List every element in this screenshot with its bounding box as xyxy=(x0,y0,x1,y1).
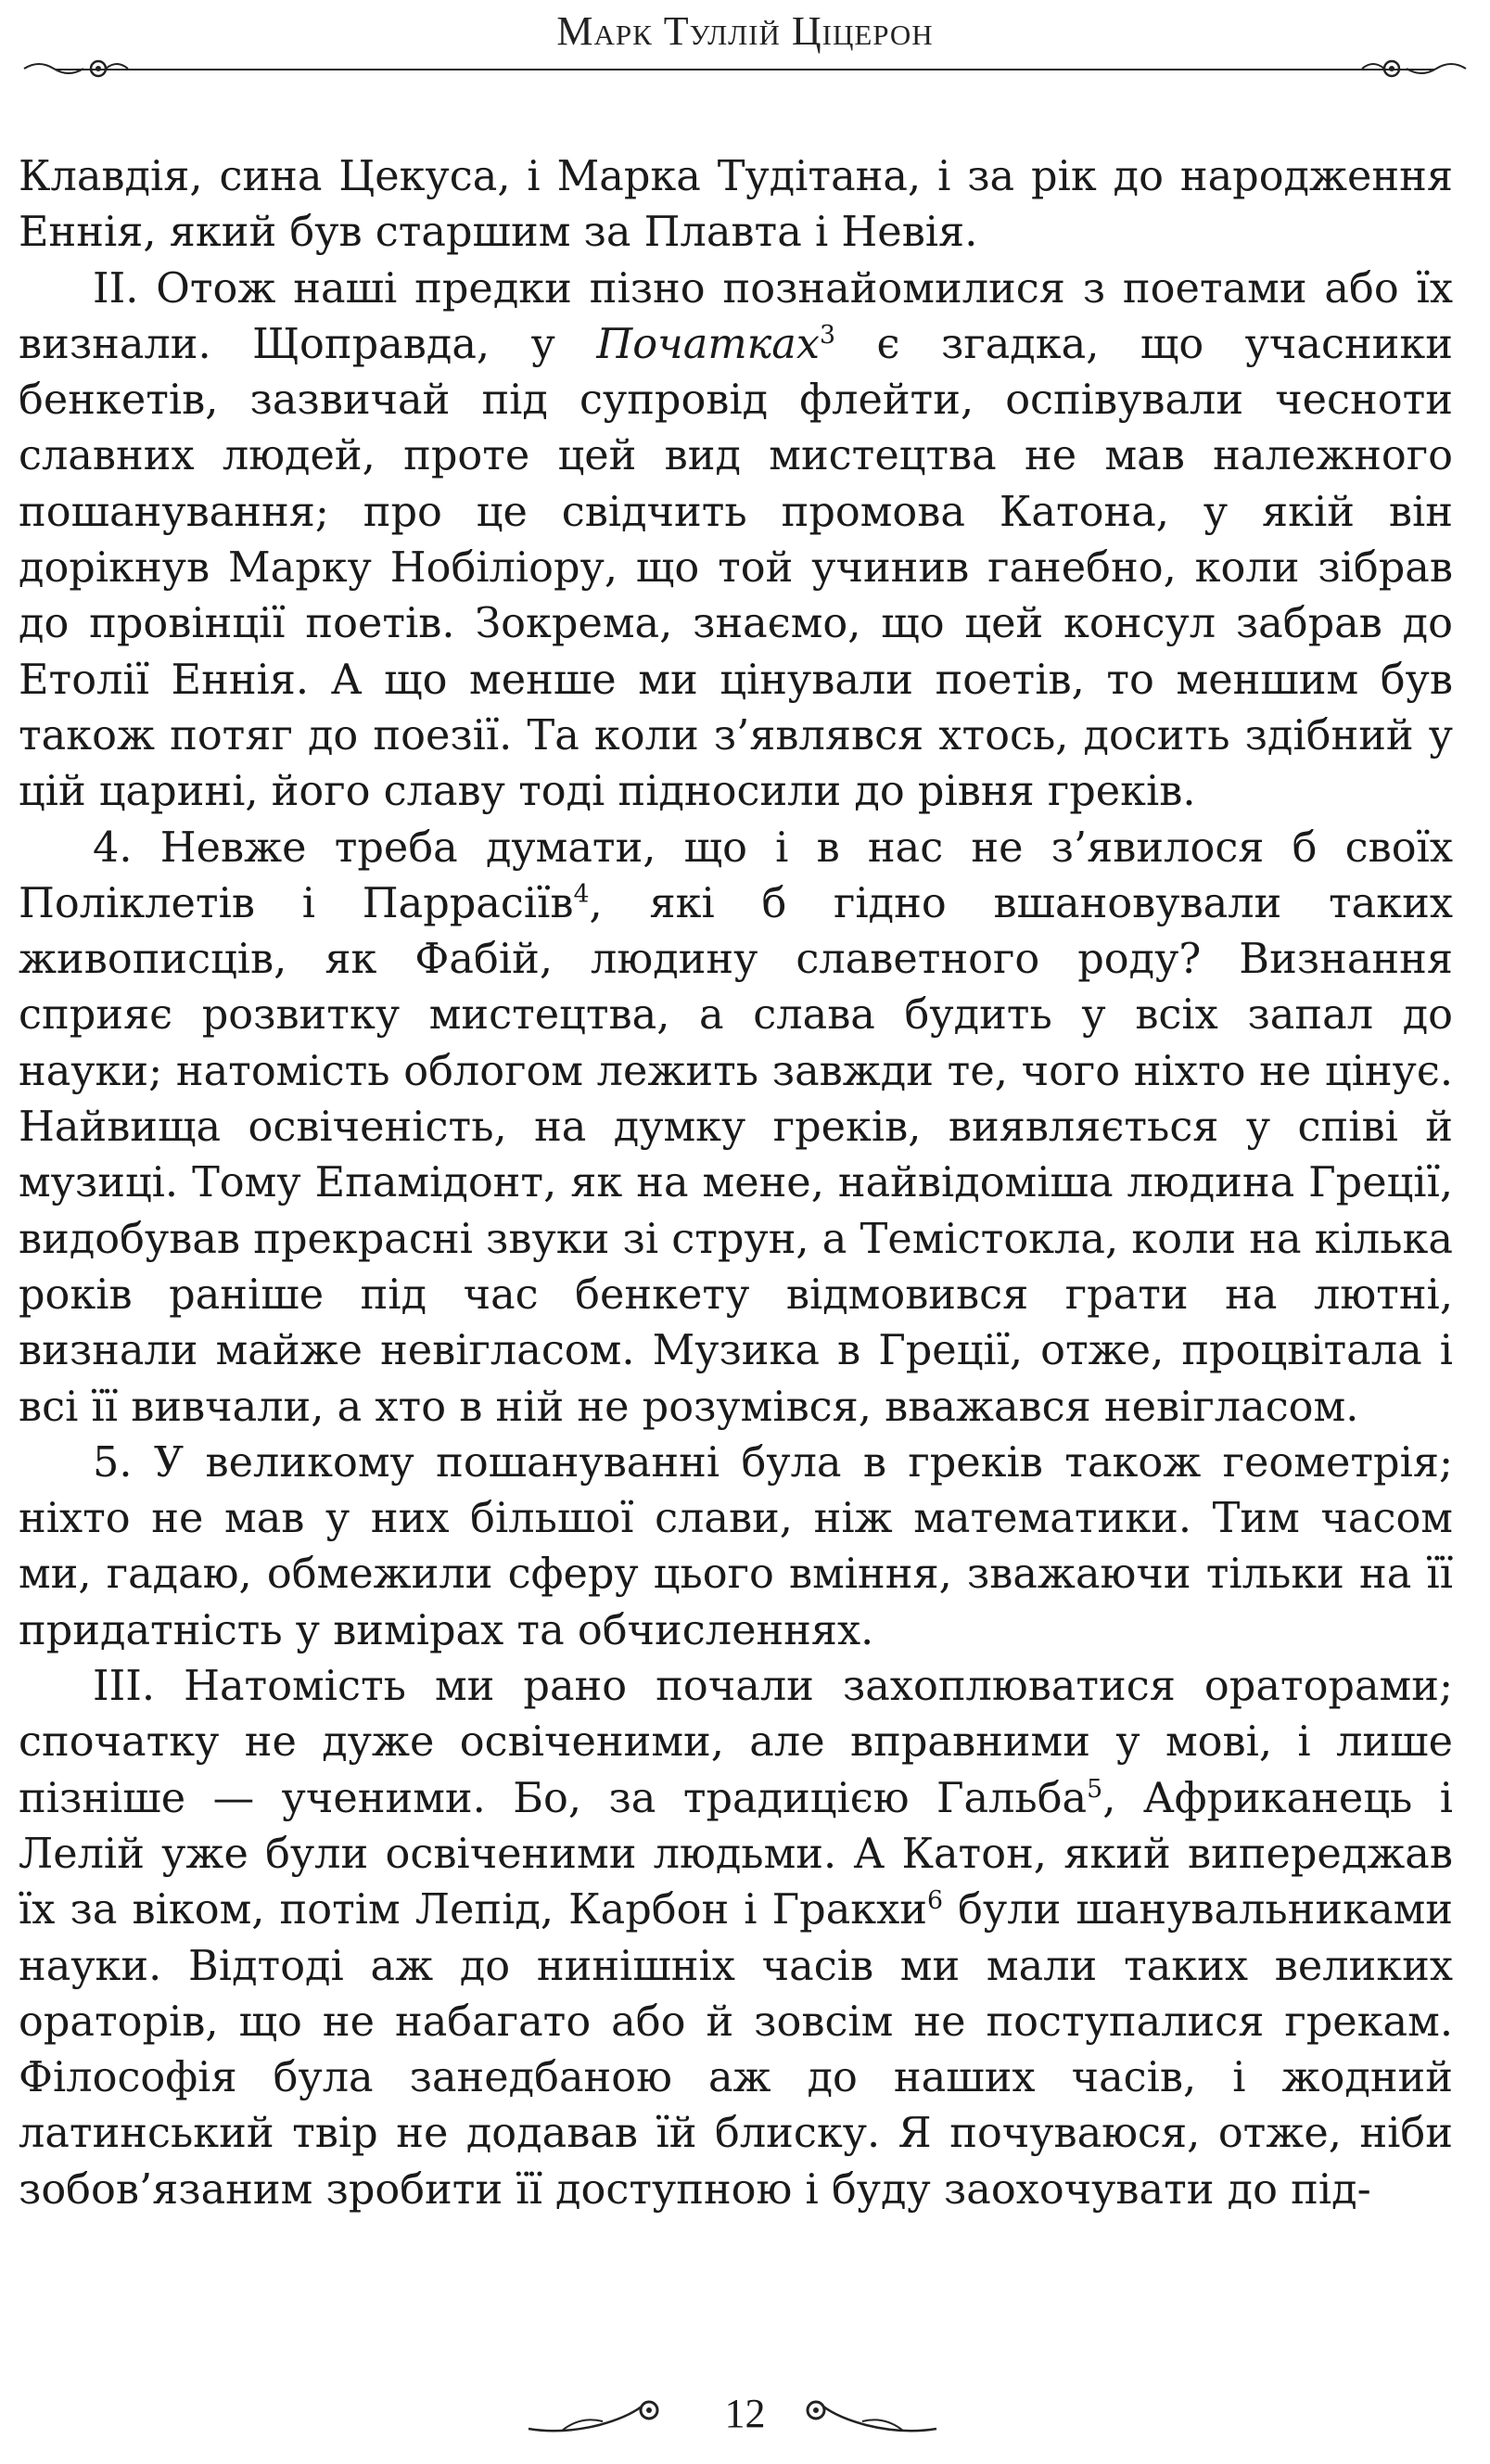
paragraph-1: Клавдія, сина Цекуса, і Марка Тудітана, і за рік до народження Еннія, який був старшим за Плавта і Невія. xyxy=(19,152,1453,257)
page-number: 12 xyxy=(724,2391,766,2436)
paragraph-5-part-a: ІІІ. Натомість ми рано почали захоплюватися ораторами; спочатку не дуже освіченими, але вправними у мові, і лише пізніше — ученими. Бо, за традицією Гальба xyxy=(19,1662,1453,1822)
footer-flourish-right-icon xyxy=(801,2394,940,2440)
paragraph-5 xyxy=(19,1658,1453,2217)
page-footer xyxy=(0,2381,1490,2464)
flourish-left-ornament-icon xyxy=(20,52,132,85)
footnote-ref-6: 6 xyxy=(927,1886,944,1916)
paragraph-3-part-b: , які б гідно вшановували таких живописців, як Фабій, людину славетного роду? Визнання сприяє розвитку мистецтва, а слава будить у всіх запал до науки; натомість облогом лежить завжди те, чого ніхто не цінує. Найвища освіченість, на думку греків, виявляється у співі й музиці. Тому Епамідонт, як на мене, найвідоміша людина Греції, видобував прекрасні звуки зі струн, а Темістокла, коли на кілька років раніше під час бенкету відмовився грати на лютні, визнали майже невігласом. Музика в Греції, отже, процвітала і всі її вивчали, а хто в ній не розумівся, вважався невігласом. xyxy=(19,878,1454,1431)
body-text xyxy=(19,148,1453,2217)
paragraph-2-part-b: є згадка, що учасники бенкетів, зазвичай під супровід флейти, оспівували чесноти славних людей, проте цей вид мистецтва не мав належного пошанування; про це свідчить промова Катона, у якій він дорікнув Марку Нобіліору, що той учинив ганебно, коли зібрав до провінції поетів. Зокрема, знаємо, що цей консул забрав до Етолії Еннія. А що менше ми цінували поетів, то меншим був також потяг до поезії. Та коли з’являвся хтось, досить здібний у цій царині, його славу тоді підносили до рівня греків. xyxy=(19,319,1453,816)
paragraph-2 xyxy=(19,261,1453,820)
running-title: Марк Туллій Ціцерон xyxy=(556,8,934,54)
italic-title: Початках xyxy=(596,319,821,368)
paragraph-5-part-b: , Африканець і Лелій уже були освіченими людьми. А Катон, який випереджав їх за віком, потім Лепід, Карбон і Гракхи xyxy=(19,1773,1453,1934)
footnote-ref-5: 5 xyxy=(1087,1774,1103,1804)
paragraph-4: 5. У великому пошануванні була в греків також геометрія; ніхто не мав у них більшої слави, ніж математики. Тим часом ми, гадаю, обмежили сферу цього вміння, зважаючи тільки на її придатність у вимірах та обчисленнях. xyxy=(19,1437,1453,1654)
running-header xyxy=(0,0,1490,83)
footnote-ref-4: 4 xyxy=(573,880,590,909)
paragraph-2-part-a: ІІ. Отож наші предки пізно познайомилися з поетами або їх визнали. Щоправда, у xyxy=(19,263,1453,368)
paragraph-5-part-c: були шанувальниками науки. Відтоді аж до нинішніх часів ми мали таких великих ораторів, що не набагато або й зовсім не поступалися грекам. Філософія була занедбаною аж до наших часів, і жодний латинський твір не додавав їй блиску. Я почуваюся, отже, ніби зобов’язаним зробити її доступною і буду заохочувати до під- xyxy=(19,1885,1453,2214)
footnote-ref-3: 3 xyxy=(820,321,836,351)
paragraph-3 xyxy=(19,820,1453,1435)
flourish-right-ornament-icon xyxy=(1358,52,1470,85)
paragraph-3-part-a: 4. Невже треба думати, що і в нас не з’явилося б своїх Поліклетів і Паррасіїв xyxy=(19,823,1453,927)
header-rule xyxy=(56,69,1434,70)
